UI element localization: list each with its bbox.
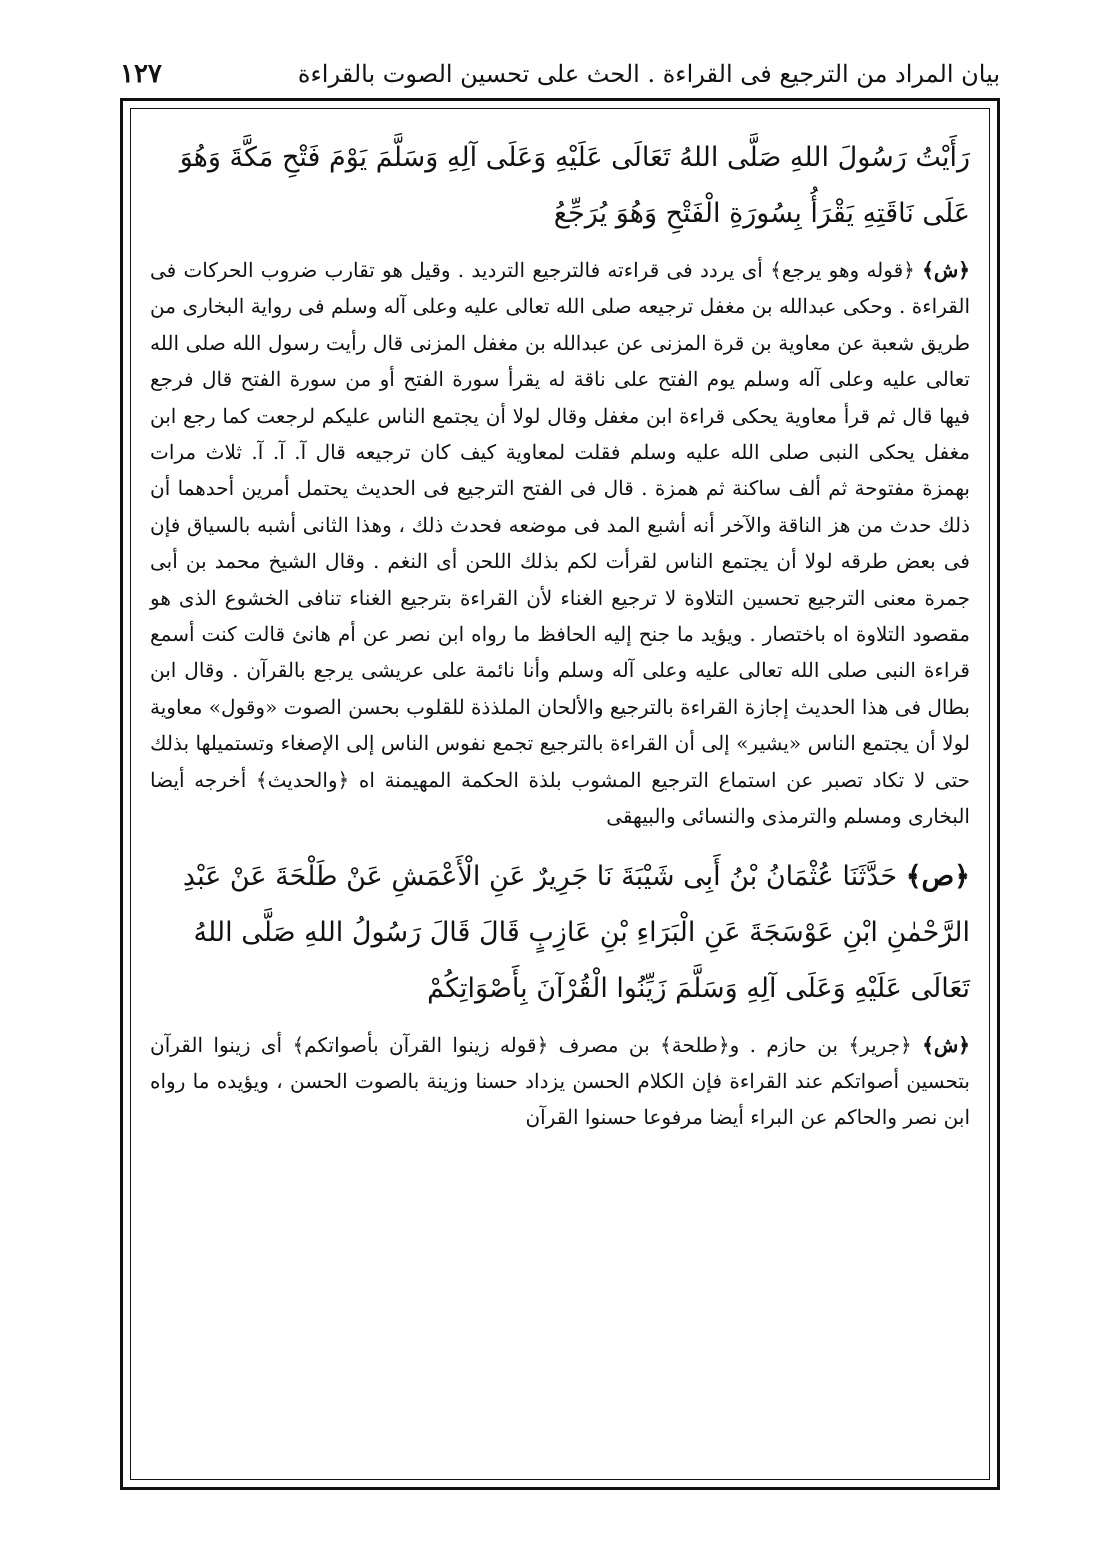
commentary-2 [150,1027,970,1136]
running-title: بيان المراد من الترجيع فى القراءة . الحث على تحسين الصوت بالقراءة [297,60,1000,88]
commentary-2-marker: ﴿ش﴾ [922,1032,970,1057]
commentary-1 [150,252,970,835]
commentary-1-body: ﴿قوله وهو يرجع﴾ أى يردد فى قراءته فالترجيع الترديد . وقيل هو تقارب ضروب الحركات فى القراءة . وحكى عبدالله بن مغفل ترجيعه صلى الله تعالى عليه وعلى آله وسلم فى رواية البخارى من طريق شعبة عن معاوية بن قرة المزنى عن عبدالله بن مغفل المزنى قال رأيت رسول الله صلى الله تعالى عليه وعلى آله وسلم يوم الفتح على ناقة له يقرأ سورة الفتح أو من سورة الفتح قال فرجع فيها قال ثم قرأ معاوية يحكى قراءة ابن مغفل وقال لولا أن يجتمع الناس عليكم لرجعت كما رجع ابن مغفل يحكى النبى صلى الله عليه وسلم فقلت لمعاوية كيف كان ترجيعه قال آ. آ. آ. ثلاث مرات بهمزة مفتوحة ثم ألف ساكنة ثم همزة . قال فى الفتح الترجيع فى الحديث يحتمل أمرين أحدهما أن ذلك حدث من هز الناقة والآخر أنه أشبع المد فى موضعه فحدث ذلك ، وهذا الثانى أشبه بالسياق فإن فى بعض طرقه لولا أن يجتمع الناس لقرأت لكم بذلك اللحن أى النغم . وقال الشيخ محمد بن أبى جمرة معنى الترجيع تحسين التلاوة لا ترجيع الغناء لأن القراءة بترجيع الغناء تنافى الخشوع الذى هو مقصود التلاوة اه باختصار . ويؤيد ما جنح إليه الحافظ ما رواه ابن نصر عن أم هانئ قالت كنت أسمع قراءة النبى صلى الله تعالى عليه وعلى آله وسلم وأنا نائمة على عريشى يرجع بالقرآن . وقال ابن بطال فى هذا الحديث إجازة القراءة بالترجيع والألحان الملذذة للقلوب بحسن الصوت «وقول» معاوية لولا أن يجتمع الناس «يشير» إلى أن القراءة بالترجيع تجمع نفوس الناس إلى الإصغاء وتستميلها بذلك حتى لا تكاد تصبر عن استماع الترجيع المشوب بلذة الحكمة المهيمنة اه ﴿والحديث﴾ أخرجه أيضا البخارى ومسلم والترمذى والنسائى والبيهقى [150,258,970,829]
commentary-1-marker: ﴿ش﴾ [922,258,970,282]
commentary-2-body: ﴿جرير﴾ بن حازم . و﴿طلحة﴾ بن مصرف ﴿قوله زينوا القرآن بأصواتكم﴾ أى زينوا القرآن بتحسين أصواتكم عند القراءة فإن الكلام الحسن يزداد حسنا وزينة بالصوت الحسن ، ويؤيده ما رواه ابن نصر والحاكم عن البراء أيضا مرفوعا حسنوا القرآن [150,1032,970,1130]
hadith-text-1 [150,130,970,242]
page-header [120,52,1000,96]
page-body [150,130,970,1150]
hadith-text-2-marker: ﴿ص﴾ [905,860,970,892]
page-number: ١٢٧ [120,59,162,89]
hadith-text-1-body: رَأَيْتُ رَسُولَ اللهِ صَلَّى اللهُ تَعَالَى عَلَيْهِ وَعَلَى آلِهِ وَسَلَّمَ يَوْمَ فَتْحِ مَكَّةَ وَهُوَ عَلَى نَاقَتِهِ يَقْرَأُ بِسُورَةِ الْفَتْحِ وَهُوَ يُرَجِّعُ [179,142,970,229]
hadith-text-2 [150,849,970,1017]
hadith-text-2-body: حَدَّثَنَا عُثْمَانُ بْنُ أَبِى شَيْبَةَ نَا جَرِيرٌ عَنِ الْأَعْمَشِ عَنْ طَلْحَةَ عَنْ عَبْدِ الرَّحْمٰنِ ابْنِ عَوْسَجَةَ عَنِ الْبَرَاءِ بْنِ عَازِبٍ قَالَ قَالَ رَسُولُ اللهِ صَلَّى اللهُ تَعَالَى عَلَيْهِ وَعَلَى آلِهِ وَسَلَّمَ زَيِّنُوا الْقُرْآنَ بِأَصْوَاتِكُمْ [182,860,970,1004]
